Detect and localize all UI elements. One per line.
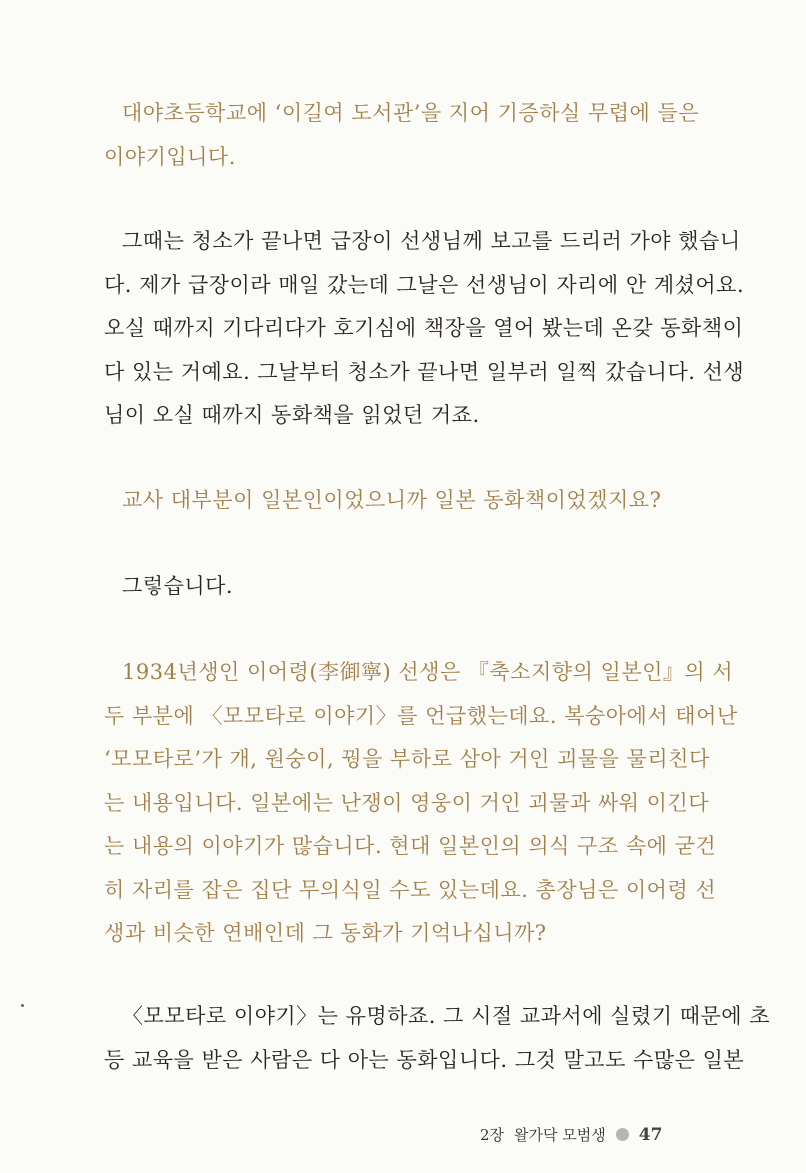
text-line: ‘모모타로’가 개, 원숭이, 꿩을 부하로 삼아 거인 괴물을 물리친다 bbox=[104, 747, 710, 771]
text-line: 오실 때까지 기다리다가 호기심에 책장을 열어 봤는데 온갖 동화책이 bbox=[104, 316, 744, 340]
text-line: 생과 비슷한 연배인데 그 동화가 기억나십니까? bbox=[104, 921, 547, 945]
text-line: 다 있는 거예요. 그날부터 청소가 끝나면 일부러 일찍 갔습니다. 선생 bbox=[104, 359, 745, 384]
page-footer bbox=[480, 1124, 662, 1145]
text-line: 는 내용의 이야기가 많습니다. 현대 일본인의 의식 구조 속에 굳건 bbox=[104, 834, 717, 858]
text-line: 이야기입니다. bbox=[104, 144, 236, 169]
text-line: 히 자리를 잡은 집단 무의식일 수도 있는데요. 총장님은 이어령 선 bbox=[104, 877, 717, 902]
text-line: 〈모모타로 이야기〉는 유명하죠. 그 시절 교과서에 실렸기 때문에 초 bbox=[122, 1004, 771, 1028]
text-line: 는 내용입니다. 일본에는 난쟁이 영웅이 거인 괴물과 싸워 이긴다 bbox=[104, 790, 710, 815]
bullet-dot-icon bbox=[616, 1128, 629, 1141]
interviewer-question-3 bbox=[104, 651, 738, 956]
text-line: 그렇습니다. bbox=[122, 574, 234, 598]
text-line: 님이 오실 때까지 동화책을 읽었던 거죠. bbox=[104, 403, 480, 427]
chapter-number: 2장 bbox=[480, 1126, 505, 1144]
chapter-title: 왈가닥 모범생 bbox=[514, 1126, 606, 1144]
scan-speck bbox=[21, 1004, 24, 1007]
interviewer-question-1 bbox=[104, 92, 700, 179]
text-line: 다. 제가 급장이라 매일 갔는데 그날은 선생님이 자리에 안 계셨어요. bbox=[104, 272, 745, 297]
text-line: 등 교육을 받은 사람은 다 아는 동화입니다. 그것 말고도 수많은 일본 bbox=[104, 1047, 745, 1072]
text-line: 대야초등학교에 ‘이길여 도서관’을 지어 기증하실 무렵에 들은 bbox=[122, 101, 700, 125]
page-number: 47 bbox=[638, 1124, 663, 1145]
text-line: 그때는 청소가 끝나면 급장이 선생님께 보고를 드리러 가야 했습니 bbox=[122, 229, 741, 253]
interviewee-answer-3 bbox=[104, 995, 771, 1082]
text-line: 교사 대부분이 일본인이었으니까 일본 동화책이었겠지요? bbox=[122, 488, 662, 512]
text-line: 두 부분에 〈모모타로 이야기〉를 언급했는데요. 복숭아에서 태어난 bbox=[104, 703, 738, 728]
interviewee-answer-1 bbox=[104, 220, 745, 438]
text-line: 1934년생인 이어령(李御寧) 선생은 『축소지향의 일본인』의 서 bbox=[122, 660, 734, 684]
interviewer-question-2 bbox=[104, 479, 694, 523]
interviewee-answer-2 bbox=[104, 565, 694, 609]
